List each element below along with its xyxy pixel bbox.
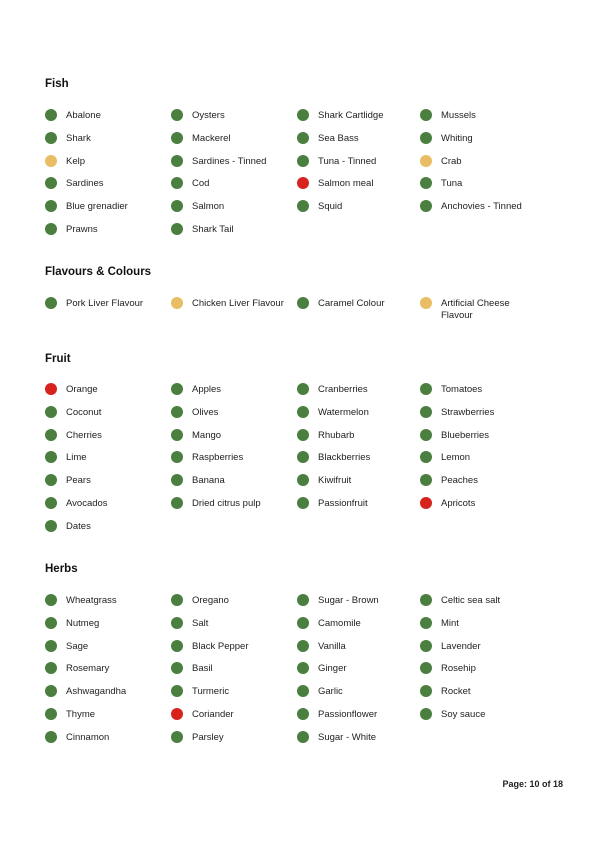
green-status-dot-icon	[171, 685, 183, 697]
list-item	[297, 618, 418, 630]
list-item	[45, 178, 166, 190]
item-label: Abalone	[66, 110, 101, 121]
item-label: Coconut	[66, 406, 102, 418]
list-item	[45, 641, 166, 653]
item-label: Blueberries	[441, 429, 490, 441]
item-label: Thyme	[66, 709, 96, 720]
list-item	[171, 224, 292, 236]
green-status-dot-icon	[420, 200, 432, 212]
green-status-dot-icon	[171, 406, 183, 418]
section-title-fish: Fish	[45, 78, 69, 90]
green-status-dot-icon	[420, 132, 432, 144]
item-label: Rhubarb	[318, 429, 355, 441]
item-label: Sea Bass	[318, 132, 359, 144]
item-label: Rocket	[441, 686, 471, 698]
yellow-status-dot-icon	[420, 155, 432, 167]
list-item	[420, 110, 541, 122]
list-item	[45, 498, 166, 510]
list-item	[171, 452, 292, 464]
item-label: Shark Cartlidge	[318, 110, 384, 121]
item-label: Blackberries	[318, 452, 371, 464]
list-item	[171, 133, 292, 145]
green-status-dot-icon	[45, 132, 57, 144]
item-label: Kelp	[66, 155, 86, 167]
item-label: Salmon meal	[318, 178, 374, 190]
item-label: Chicken Liver Flavour	[192, 298, 284, 309]
item-label: Dates	[66, 520, 91, 532]
yellow-status-dot-icon	[171, 297, 183, 309]
green-status-dot-icon	[297, 474, 309, 486]
green-status-dot-icon	[297, 497, 309, 509]
list-item	[297, 110, 418, 122]
list-item	[297, 156, 418, 168]
list-item	[420, 133, 541, 145]
green-status-dot-icon	[45, 177, 57, 189]
red-status-dot-icon	[297, 177, 309, 189]
list-item	[420, 595, 541, 607]
item-label: Turmeric	[192, 686, 230, 698]
green-status-dot-icon	[297, 662, 309, 674]
green-status-dot-icon	[171, 640, 183, 652]
item-label: Raspberries	[192, 452, 244, 464]
yellow-status-dot-icon	[45, 155, 57, 167]
item-label: Crab	[441, 155, 462, 167]
item-label: Vanilla	[318, 640, 346, 652]
item-label: Soy sauce	[441, 709, 486, 720]
green-status-dot-icon	[45, 594, 57, 606]
item-label: Celtic sea salt	[441, 595, 501, 606]
item-label: Nutmeg	[66, 617, 100, 629]
list-item	[171, 663, 292, 675]
list-item	[171, 618, 292, 630]
item-label: Wheatgrass	[66, 595, 117, 606]
green-status-dot-icon	[420, 594, 432, 606]
item-label: Sugar - Brown	[318, 595, 379, 606]
green-status-dot-icon	[420, 474, 432, 486]
list-item	[420, 178, 541, 190]
green-status-dot-icon	[420, 662, 432, 674]
list-item	[297, 732, 418, 744]
list-item	[171, 298, 292, 310]
green-status-dot-icon	[297, 383, 309, 395]
green-status-dot-icon	[420, 429, 432, 441]
item-label: Ginger	[318, 663, 347, 675]
list-item	[45, 475, 166, 487]
green-status-dot-icon	[45, 497, 57, 509]
item-label: Mackerel	[192, 132, 231, 144]
list-item	[171, 709, 292, 721]
green-status-dot-icon	[171, 200, 183, 212]
item-label: Anchovies - Tinned	[441, 201, 522, 213]
green-status-dot-icon	[297, 109, 309, 121]
item-label: Cod	[192, 178, 210, 190]
item-label: Kiwifruit	[318, 475, 352, 487]
list-item	[45, 298, 166, 310]
green-status-dot-icon	[297, 731, 309, 743]
item-label: Banana	[192, 475, 225, 487]
green-status-dot-icon	[45, 223, 57, 235]
red-status-dot-icon	[45, 383, 57, 395]
page-number: Page: 10 of 18	[502, 779, 563, 789]
green-status-dot-icon	[171, 132, 183, 144]
green-status-dot-icon	[420, 383, 432, 395]
green-status-dot-icon	[420, 406, 432, 418]
item-label: Oregano	[192, 595, 229, 606]
list-item	[171, 156, 292, 168]
list-item	[420, 709, 541, 721]
green-status-dot-icon	[297, 429, 309, 441]
list-item	[45, 732, 166, 744]
list-item	[171, 384, 292, 396]
yellow-status-dot-icon	[420, 297, 432, 309]
item-label: Parsley	[192, 731, 224, 743]
item-label: Black Pepper	[192, 640, 249, 652]
list-item	[297, 407, 418, 419]
item-label: Olives	[192, 406, 219, 418]
list-item	[297, 430, 418, 442]
item-label: Salt	[192, 617, 209, 629]
item-label: Oysters	[192, 110, 225, 121]
green-status-dot-icon	[420, 685, 432, 697]
item-label: Tuna - Tinned	[318, 155, 377, 167]
list-item	[45, 663, 166, 675]
item-label: Ashwagandha	[66, 686, 127, 698]
green-status-dot-icon	[171, 474, 183, 486]
green-status-dot-icon	[297, 406, 309, 418]
green-status-dot-icon	[45, 520, 57, 532]
list-item	[297, 475, 418, 487]
list-item	[171, 475, 292, 487]
list-item	[297, 663, 418, 675]
green-status-dot-icon	[45, 640, 57, 652]
item-label: Rosemary	[66, 663, 110, 675]
list-item	[171, 595, 292, 607]
item-label: Strawberries	[441, 406, 495, 418]
section-title-herbs: Herbs	[45, 563, 78, 575]
item-label: Sage	[66, 640, 89, 652]
list-item	[420, 156, 541, 168]
item-label: Cherries	[66, 429, 102, 441]
item-label: Lime	[66, 452, 87, 464]
item-label: Dried citrus pulp	[192, 498, 261, 509]
item-label: Mussels	[441, 110, 476, 121]
list-item	[45, 709, 166, 721]
green-status-dot-icon	[420, 451, 432, 463]
list-item	[45, 384, 166, 396]
green-status-dot-icon	[171, 155, 183, 167]
green-status-dot-icon	[297, 685, 309, 697]
green-status-dot-icon	[45, 474, 57, 486]
list-item	[297, 595, 418, 607]
green-status-dot-icon	[45, 200, 57, 212]
green-status-dot-icon	[45, 297, 57, 309]
green-status-dot-icon	[297, 132, 309, 144]
item-label: Pears	[66, 475, 91, 487]
list-item	[297, 178, 418, 190]
list-item	[45, 110, 166, 122]
item-label: Camomile	[318, 617, 361, 629]
list-item	[45, 595, 166, 607]
list-item	[420, 430, 541, 442]
item-label: Orange	[66, 384, 98, 395]
item-label: Lemon	[441, 452, 471, 464]
list-item	[45, 224, 166, 236]
list-item	[45, 156, 166, 168]
list-item	[171, 732, 292, 744]
item-label: Artificial Cheese Flavour	[441, 298, 510, 321]
green-status-dot-icon	[171, 109, 183, 121]
list-item	[420, 686, 541, 698]
green-status-dot-icon	[171, 731, 183, 743]
green-status-dot-icon	[171, 451, 183, 463]
item-label: Mint	[441, 617, 459, 629]
green-status-dot-icon	[171, 594, 183, 606]
green-status-dot-icon	[297, 640, 309, 652]
item-label: Cranberries	[318, 384, 368, 395]
list-item	[45, 407, 166, 419]
item-label: Coriander	[192, 709, 234, 720]
list-item	[420, 475, 541, 487]
green-status-dot-icon	[420, 640, 432, 652]
green-status-dot-icon	[45, 429, 57, 441]
item-label: Tomatoes	[441, 384, 483, 395]
list-item	[45, 618, 166, 630]
green-status-dot-icon	[420, 708, 432, 720]
list-item	[171, 407, 292, 419]
green-status-dot-icon	[297, 617, 309, 629]
list-item	[420, 663, 541, 675]
item-label: Shark	[66, 132, 91, 144]
item-label: Squid	[318, 201, 343, 213]
list-item	[297, 452, 418, 464]
item-label: Avocados	[66, 498, 108, 509]
section-title-fruit: Fruit	[45, 353, 71, 365]
green-status-dot-icon	[297, 708, 309, 720]
green-status-dot-icon	[297, 297, 309, 309]
item-label: Passionflower	[318, 709, 378, 720]
section-title-flavours-colours: Flavours & Colours	[45, 266, 152, 278]
green-status-dot-icon	[171, 177, 183, 189]
item-label: Prawns	[66, 224, 98, 235]
green-status-dot-icon	[420, 109, 432, 121]
green-status-dot-icon	[45, 617, 57, 629]
item-label: Blue grenadier	[66, 201, 128, 213]
item-label: Whiting	[441, 132, 473, 144]
list-item	[297, 384, 418, 396]
item-label: Sugar - White	[318, 731, 377, 743]
list-item	[45, 133, 166, 145]
list-item	[420, 298, 541, 322]
item-label: Rosehip	[441, 663, 476, 675]
item-label: Apples	[192, 384, 222, 395]
item-label: Tuna	[441, 178, 463, 190]
list-item	[420, 618, 541, 630]
list-item	[297, 298, 418, 310]
list-item	[171, 430, 292, 442]
item-label: Salmon	[192, 201, 225, 213]
green-status-dot-icon	[297, 200, 309, 212]
list-item	[420, 498, 541, 510]
green-status-dot-icon	[45, 406, 57, 418]
item-label: Sardines - Tinned	[192, 155, 267, 167]
list-item	[420, 384, 541, 396]
list-item	[297, 641, 418, 653]
list-item	[45, 201, 166, 213]
item-label: Lavender	[441, 640, 481, 652]
green-status-dot-icon	[171, 497, 183, 509]
list-item	[171, 498, 292, 510]
green-status-dot-icon	[171, 223, 183, 235]
list-item	[171, 686, 292, 698]
list-item	[297, 201, 418, 213]
list-item	[420, 407, 541, 419]
list-item	[171, 201, 292, 213]
green-status-dot-icon	[420, 177, 432, 189]
list-item	[45, 452, 166, 464]
item-label: Apricots	[441, 498, 476, 509]
item-label: Sardines	[66, 178, 104, 190]
green-status-dot-icon	[171, 662, 183, 674]
list-item	[45, 686, 166, 698]
green-status-dot-icon	[171, 429, 183, 441]
item-label: Basil	[192, 663, 213, 675]
item-label: Cinnamon	[66, 731, 110, 743]
list-item	[297, 709, 418, 721]
list-item	[171, 110, 292, 122]
list-item	[171, 178, 292, 190]
item-label: Watermelon	[318, 406, 369, 418]
item-label: Shark Tail	[192, 224, 234, 235]
green-status-dot-icon	[45, 662, 57, 674]
item-label: Passionfruit	[318, 498, 368, 509]
item-label: Garlic	[318, 686, 343, 698]
list-item	[420, 452, 541, 464]
green-status-dot-icon	[45, 451, 57, 463]
list-item	[45, 521, 166, 533]
green-status-dot-icon	[297, 594, 309, 606]
list-item	[171, 641, 292, 653]
green-status-dot-icon	[297, 451, 309, 463]
list-item	[420, 641, 541, 653]
green-status-dot-icon	[420, 617, 432, 629]
green-status-dot-icon	[45, 685, 57, 697]
item-label: Peaches	[441, 475, 478, 487]
green-status-dot-icon	[45, 708, 57, 720]
item-label: Caramel Colour	[318, 298, 385, 309]
list-item	[297, 133, 418, 145]
list-item	[297, 686, 418, 698]
item-label: Mango	[192, 429, 222, 441]
red-status-dot-icon	[171, 708, 183, 720]
list-item	[420, 201, 541, 213]
green-status-dot-icon	[45, 731, 57, 743]
green-status-dot-icon	[171, 383, 183, 395]
list-item	[45, 430, 166, 442]
green-status-dot-icon	[171, 617, 183, 629]
item-label: Pork Liver Flavour	[66, 298, 144, 309]
green-status-dot-icon	[297, 155, 309, 167]
red-status-dot-icon	[420, 497, 432, 509]
list-item	[297, 498, 418, 510]
green-status-dot-icon	[45, 109, 57, 121]
